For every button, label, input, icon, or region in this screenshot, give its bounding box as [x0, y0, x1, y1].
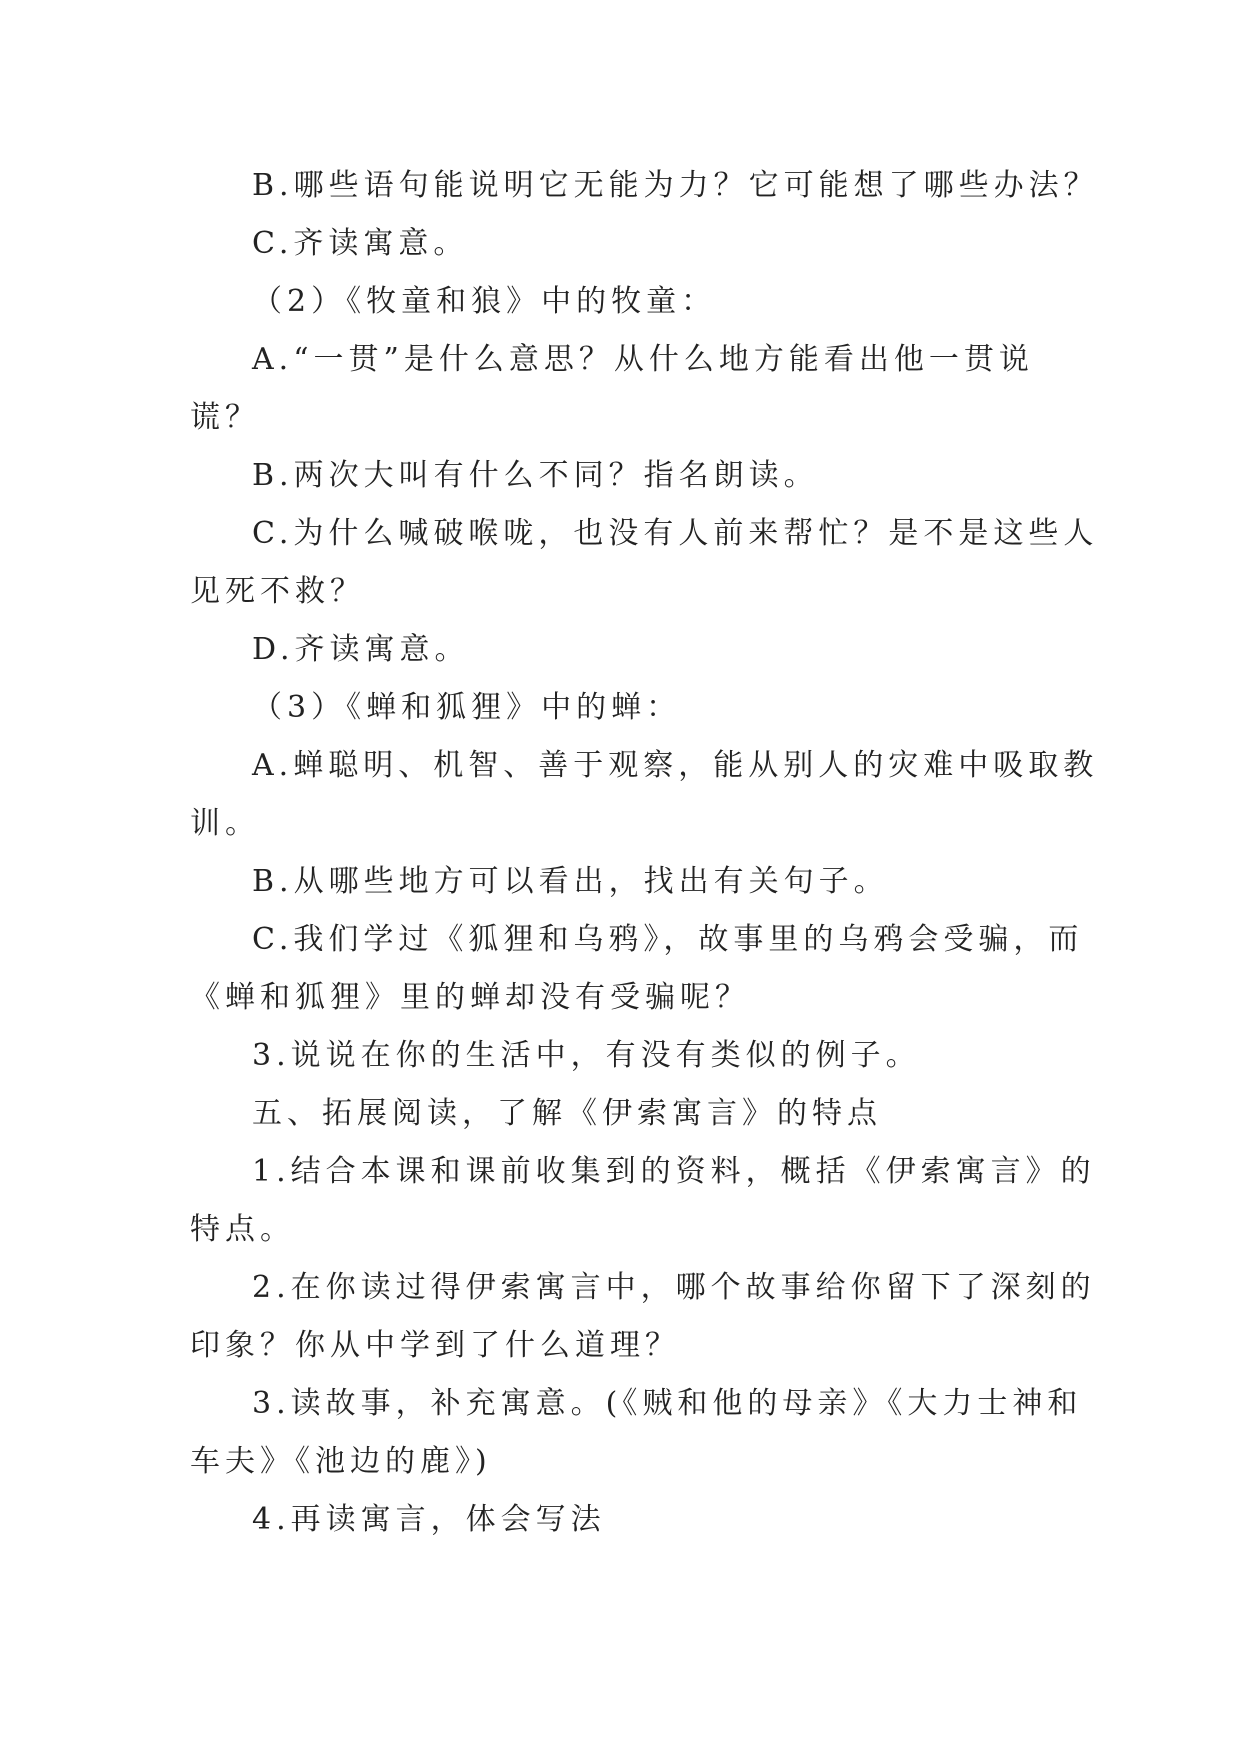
text-line: 训。	[190, 806, 260, 841]
text-line: A.“一贯”是什么意思？从什么地方能看出他一贯说	[252, 342, 1034, 377]
text-line: B.从哪些地方可以看出，找出有关句子。	[252, 864, 889, 899]
text-line: D.齐读寓意。	[252, 632, 470, 667]
text-line: A.蝉聪明、机智、善于观察，能从别人的灾难中吸取教	[252, 748, 1099, 783]
text-line: 见死不救？	[190, 574, 365, 609]
text-line: B.哪些语句能说明它无能为力？它可能想了哪些办法？	[252, 168, 1099, 203]
text-line: C.我们学过《狐狸和乌鸦》，故事里的乌鸦会受骗，而	[252, 922, 1084, 957]
text-line: 谎？	[190, 400, 260, 435]
text-line: 印象？你从中学到了什么道理？	[190, 1328, 680, 1363]
text-line: C.齐读寓意。	[252, 226, 469, 261]
text-line: 车夫》《池边的鹿》)	[190, 1444, 492, 1479]
text-line: （3）《蝉和狐狸》中的蝉：	[252, 690, 682, 725]
text-line: 3.读故事，补充寓意。(《贼和他的母亲》《大力士神和	[252, 1386, 1083, 1421]
text-line: 《蝉和狐狸》里的蝉却没有受骗呢？	[190, 980, 750, 1015]
text-line: C.为什么喊破喉咙，也没有人前来帮忙？是不是这些人	[252, 516, 1099, 551]
section-heading: 五、拓展阅读，了解《伊索寓言》的特点	[252, 1096, 882, 1131]
text-line: 特点。	[190, 1212, 295, 1247]
text-line: 3.说说在你的生活中，有没有类似的例子。	[252, 1038, 921, 1073]
text-line: 2.在你读过得伊索寓言中，哪个故事给你留下了深刻的	[252, 1270, 1096, 1305]
text-line: （2）《牧童和狼》中的牧童：	[252, 284, 717, 319]
text-line: 1.结合本课和课前收集到的资料，概括《伊索寓言》的	[252, 1154, 1096, 1189]
text-line: 4.再读寓言，体会写法	[252, 1502, 606, 1537]
text-line: B.两次大叫有什么不同？指名朗读。	[252, 458, 819, 493]
